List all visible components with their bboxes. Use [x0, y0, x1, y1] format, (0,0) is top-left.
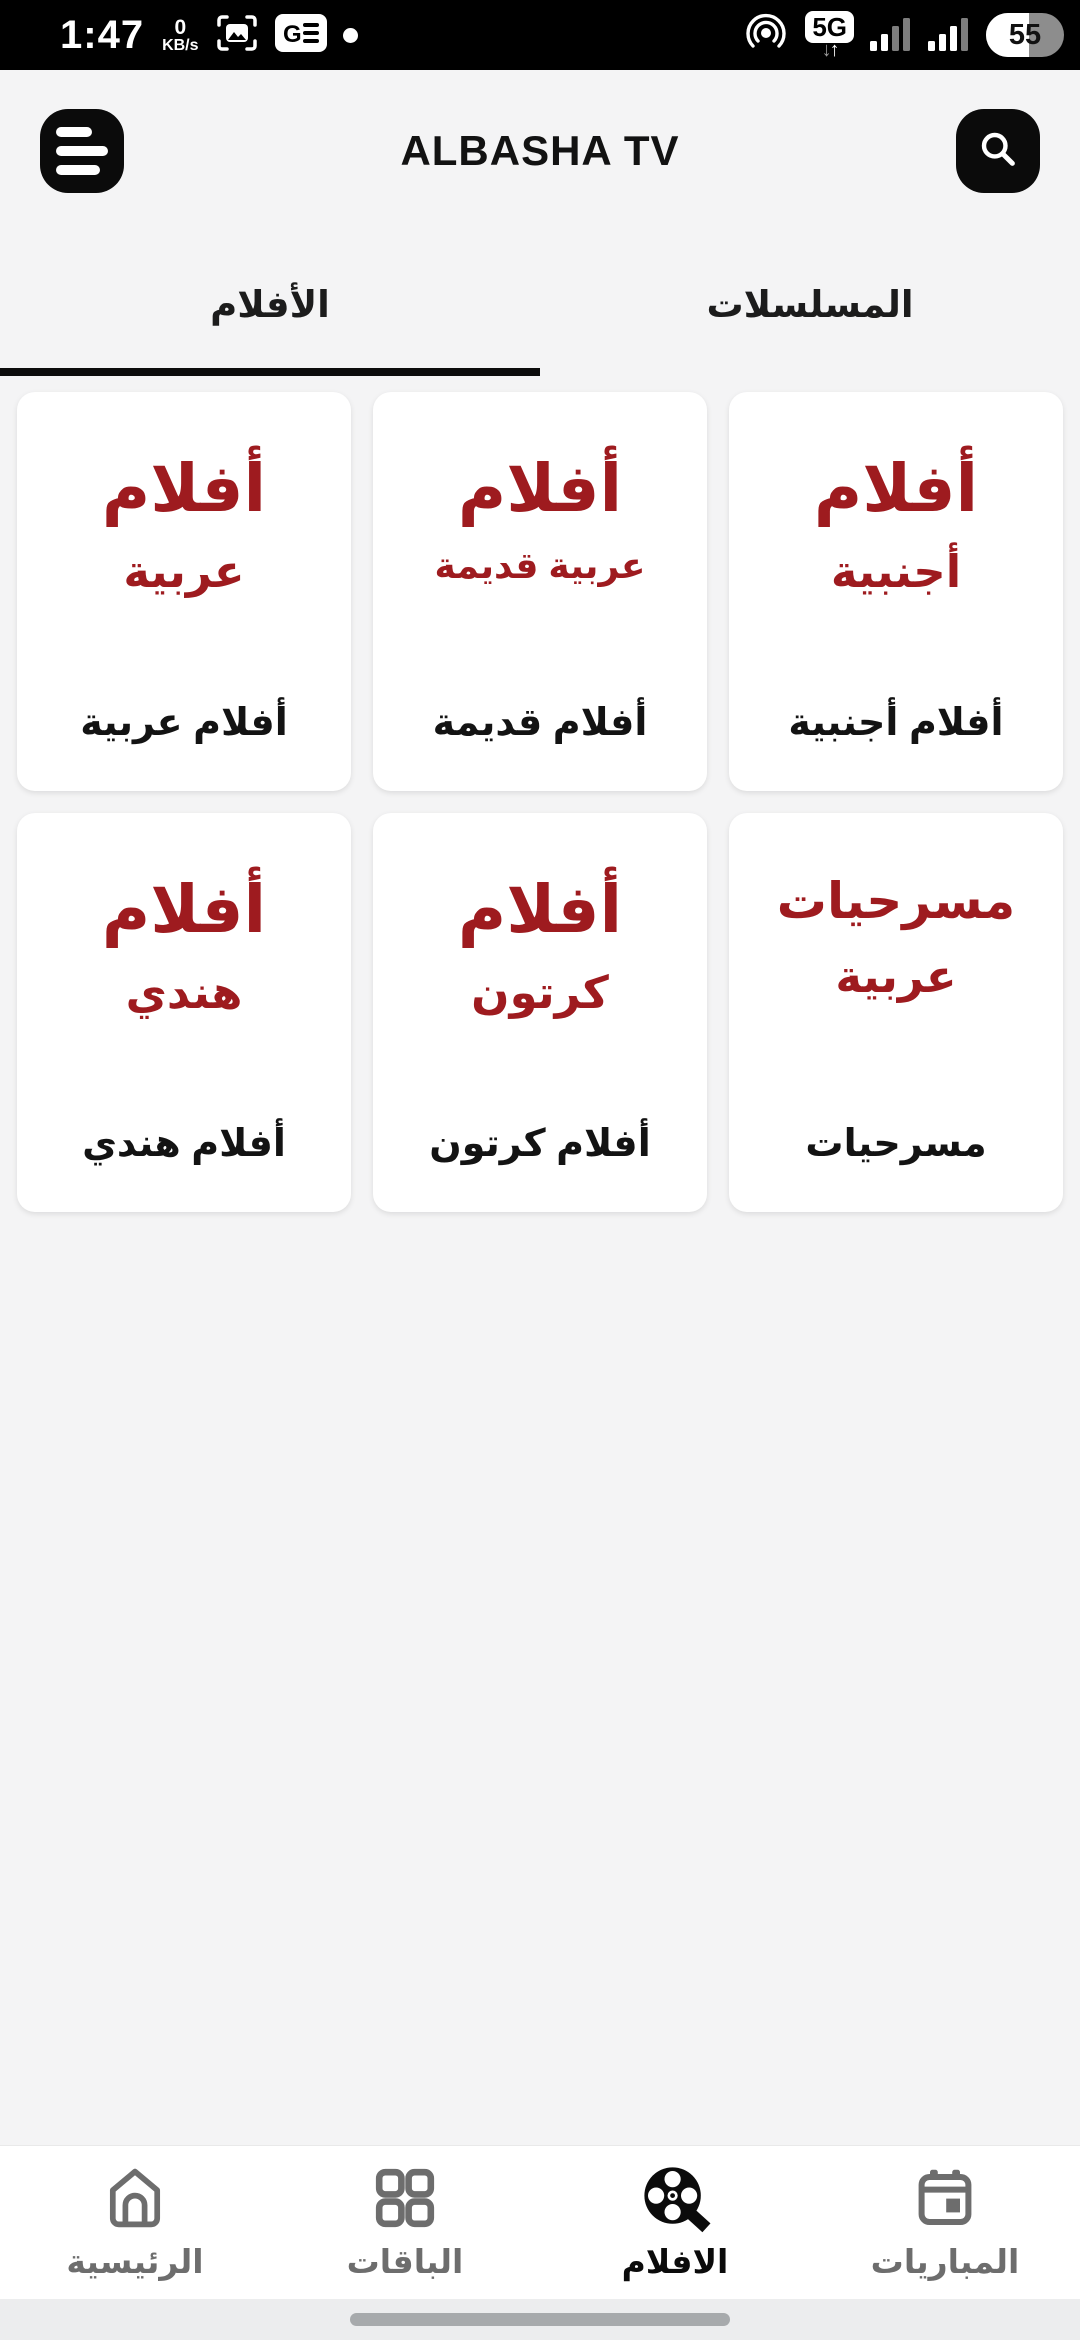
status-bar-left [60, 13, 358, 58]
menu-button[interactable] [40, 109, 124, 193]
clock: 1:47 [60, 12, 145, 57]
card-logo-line1: مسرحيات [776, 873, 1016, 929]
news-icon [275, 14, 327, 57]
signal-sim2-icon [928, 13, 970, 58]
card-logo-line2: عربية [123, 546, 245, 598]
screenshot-icon [215, 13, 259, 58]
network-type-badge: 5G ↓↑ [805, 11, 854, 60]
packages-grid-icon [369, 2162, 441, 2234]
card-logo-line2: عربية قديمة [434, 545, 646, 587]
card-logo-line1: أفلام [457, 451, 623, 525]
matches-calendar-icon [909, 2162, 981, 2234]
card-logo-line2: هندي [125, 967, 243, 1019]
category-grid [17, 392, 1063, 1212]
search-icon [975, 126, 1021, 177]
category-card-foreign-movies[interactable] [729, 392, 1063, 791]
tab-movies[interactable] [0, 232, 540, 376]
tab-series[interactable] [540, 232, 1080, 376]
bottom-navigation [0, 2145, 1080, 2299]
gesture-area [0, 2299, 1080, 2340]
data-arrows-icon: ↓↑ [821, 38, 838, 61]
card-caption: أفلام أجنبية [788, 702, 1004, 744]
card-logo-line1: أفلام [101, 451, 267, 525]
nav-item-matches[interactable] [810, 2146, 1080, 2299]
card-logo-line2: أجنبية [830, 546, 962, 598]
card-caption: أفلام قديمة [432, 702, 648, 744]
signal-sim1-icon [870, 13, 912, 58]
nav-label-home: الرئيسية [66, 2243, 204, 2280]
movies-categories [0, 376, 1080, 1212]
category-tabs [0, 232, 1080, 376]
film-reel-icon [639, 2162, 711, 2234]
card-caption: مسرحيات [805, 1123, 987, 1165]
card-logo-line1: أفلام [101, 872, 267, 946]
category-card-plays[interactable] [729, 813, 1063, 1212]
hamburger-icon [56, 127, 108, 175]
card-logo-line1: أفلام [813, 451, 979, 525]
nav-label-movies: الافلام [621, 2243, 729, 2280]
category-card-cartoon-movies[interactable] [373, 813, 707, 1212]
nav-item-home[interactable] [0, 2146, 270, 2299]
card-logo-line2: عربية [835, 950, 957, 1002]
notification-dot-icon [343, 28, 358, 43]
tab-movies-label: الأفلام [210, 283, 330, 325]
app-header [0, 70, 1080, 232]
nav-item-packages[interactable] [270, 2146, 540, 2299]
active-tab-indicator [0, 368, 540, 376]
nav-item-movies[interactable] [540, 2146, 810, 2299]
network-speed: 0 KB/s [162, 15, 199, 54]
nav-label-matches: المباريات [870, 2243, 1020, 2280]
hotspot-icon [743, 10, 789, 61]
category-card-arabic-movies[interactable] [17, 392, 351, 791]
card-caption: أفلام عربية [80, 702, 288, 744]
category-card-indian-movies[interactable] [17, 813, 351, 1212]
card-logo-line2: كرتون [471, 967, 609, 1019]
status-bar-right [743, 10, 1064, 61]
nav-label-packages: الباقات [346, 2243, 464, 2280]
category-card-old-arabic-movies[interactable] [373, 392, 707, 791]
gesture-handle[interactable] [350, 2313, 730, 2326]
app-title: ALBASHA TV [400, 127, 680, 174]
card-caption: أفلام كرتون [429, 1123, 651, 1165]
empty-area [0, 1212, 1080, 2145]
svg-text:G: G [282, 20, 302, 48]
tab-series-label: المسلسلات [706, 283, 914, 325]
card-caption: أفلام هندي [82, 1123, 286, 1165]
battery-indicator: 55 [986, 13, 1064, 57]
card-logo-line1: أفلام [457, 872, 623, 946]
status-bar [0, 0, 1080, 70]
search-button[interactable] [956, 109, 1040, 193]
home-icon [99, 2162, 171, 2234]
